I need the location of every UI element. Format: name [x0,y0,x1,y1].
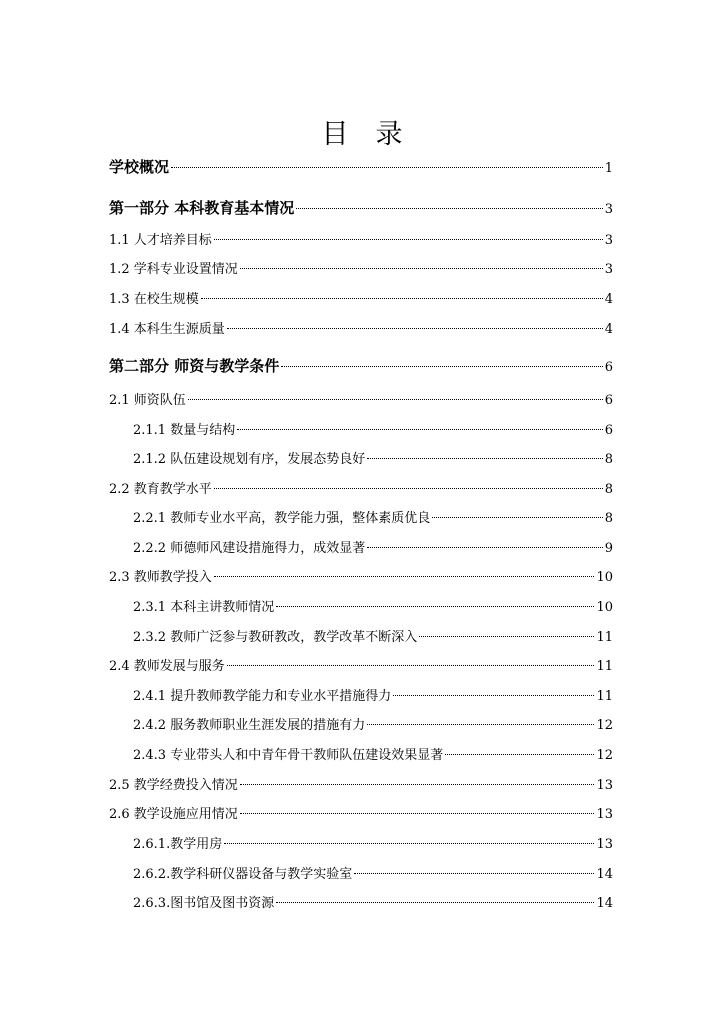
toc-entry-page: 8 [604,511,613,526]
toc-entry-2-1-1[interactable] [133,420,613,442]
toc-entry-school-overview[interactable] [109,156,613,178]
toc-entry-page: 10 [596,600,613,615]
dot-leader [276,902,594,903]
dot-leader [237,429,603,430]
dot-leader [432,517,603,518]
toc-entry-label: 2.1.1 数量与结构 [133,423,236,438]
page-title: 目 录 [321,119,403,150]
toc-entry-page: 12 [596,718,613,733]
toc-entry-part-one[interactable] [109,197,613,219]
dot-leader [367,724,594,725]
toc-entry-page: 3 [604,262,613,277]
toc-entry-label: 2.4.3 专业带头人和中青年骨干教师队伍建设效果显著 [133,748,444,763]
toc-entry-2-2-2[interactable] [133,538,613,560]
dot-leader [214,488,603,489]
toc-entry-page: 9 [604,541,613,556]
toc-entry-2-6[interactable] [109,804,613,826]
toc-entry-2-1-2[interactable] [133,449,613,471]
toc-entry-page: 1 [604,161,613,176]
toc-entry-label: 2.2 教育教学水平 [109,482,212,497]
toc-entry-label: 2.3.2 教师广泛参与教研教改，教学改革不断深入 [133,630,418,645]
toc-entry-page: 13 [596,807,613,822]
toc-entry-2-3[interactable] [109,567,613,589]
dot-leader [240,268,603,269]
toc-entry-label: 2.6.1.教学用房 [133,837,223,852]
toc-entry-page: 10 [596,570,613,585]
toc-entry-label: 1.2 学科专业设置情况 [109,262,238,277]
toc-entry-2-2-1[interactable] [133,508,613,530]
toc-entry-1-1[interactable] [109,230,613,252]
toc-entry-page: 13 [596,778,613,793]
dot-leader [240,813,595,814]
toc-entry-label: 第二部分 师资与教学条件 [109,357,280,375]
toc-entry-2-6-3[interactable] [133,893,613,915]
toc-entry-part-two[interactable] [109,355,613,377]
toc-entry-page: 3 [604,202,613,217]
toc-entry-page: 14 [596,867,613,882]
toc-entry-label: 2.4.1 提升教师教学能力和专业水平措施得力 [133,689,392,704]
dot-leader [227,665,595,666]
toc-entry-page: 11 [596,659,613,674]
dot-leader [354,873,594,874]
toc-entry-label: 1.3 在校生规模 [109,292,199,307]
toc-entry-2-3-2[interactable] [133,627,613,649]
toc-entry-page: 11 [596,630,613,645]
dot-leader [276,606,594,607]
toc-entry-1-2[interactable] [109,259,613,281]
toc-entry-label: 2.3.1 本科主讲教师情况 [133,600,275,615]
dot-leader [214,576,595,577]
toc-entry-page: 4 [604,292,613,307]
toc-entry-page: 4 [604,322,613,337]
toc-entry-label: 2.2.1 教师专业水平高，教学能力强，整体素质优良 [133,511,431,526]
toc-entry-page: 8 [604,482,613,497]
toc-entry-1-3[interactable] [109,289,613,311]
toc-entry-2-4-2[interactable] [133,715,613,737]
toc-entry-label: 1.4 本科生生源质量 [109,322,225,337]
toc-entry-page: 6 [604,360,613,375]
dot-leader [296,208,602,209]
toc-entry-label: 学校概况 [109,158,170,176]
toc-entry-label: 2.1.2 队伍建设规划有序，发展态势良好 [133,452,366,467]
toc-entry-page: 3 [604,233,613,248]
toc-entry-2-2[interactable] [109,479,613,501]
toc-entry-2-6-1[interactable] [133,834,613,856]
dot-leader [393,695,594,696]
toc-entry-page: 13 [596,837,613,852]
toc-entry-page: 8 [604,452,613,467]
toc-entry-label: 2.6 教学设施应用情况 [109,807,238,822]
toc-entry-2-6-2[interactable] [133,864,613,886]
dot-leader [240,784,595,785]
dot-leader [201,298,603,299]
toc-entry-label: 2.5 教学经费投入情况 [109,778,238,793]
toc-entry-2-4[interactable] [109,656,613,678]
toc-entry-2-4-3[interactable] [133,745,613,767]
dot-leader [214,239,603,240]
toc-entry-label: 2.3 教师教学投入 [109,570,212,585]
toc-entry-page: 14 [596,896,613,911]
dot-leader [171,167,603,168]
toc-entry-label: 2.6.3.图书馆及图书资源 [133,896,275,911]
dot-leader [281,366,602,367]
toc-entry-2-1[interactable] [109,390,613,412]
toc-entry-label: 第一部分 本科教育基本情况 [109,199,295,217]
toc-entry-page: 6 [604,423,613,438]
toc-entry-1-4[interactable] [109,319,613,341]
toc-entry-label: 2.4.2 服务教师职业生涯发展的措施有力 [133,718,366,733]
toc-entry-2-5[interactable] [109,775,613,797]
dot-leader [367,458,603,459]
toc-entry-page: 12 [596,748,613,763]
dot-leader [227,328,603,329]
toc-entry-label: 2.6.2.教学科研仪器设备与教学实验室 [133,867,353,882]
toc-entry-label: 2.4 教师发展与服务 [109,659,225,674]
toc-entry-page: 11 [596,689,613,704]
dot-leader [367,547,603,548]
dot-leader [224,843,594,844]
toc-entry-2-3-1[interactable] [133,597,613,619]
toc-entry-label: 2.2.2 师德师风建设措施得力，成效显著 [133,541,366,556]
dot-leader [188,399,603,400]
dot-leader [445,754,594,755]
toc-entry-label: 2.1 师资队伍 [109,393,186,408]
toc-entry-page: 6 [604,393,613,408]
toc-entry-label: 1.1 人才培养目标 [109,233,212,248]
toc-entry-2-4-1[interactable] [133,686,613,708]
dot-leader [419,636,594,637]
